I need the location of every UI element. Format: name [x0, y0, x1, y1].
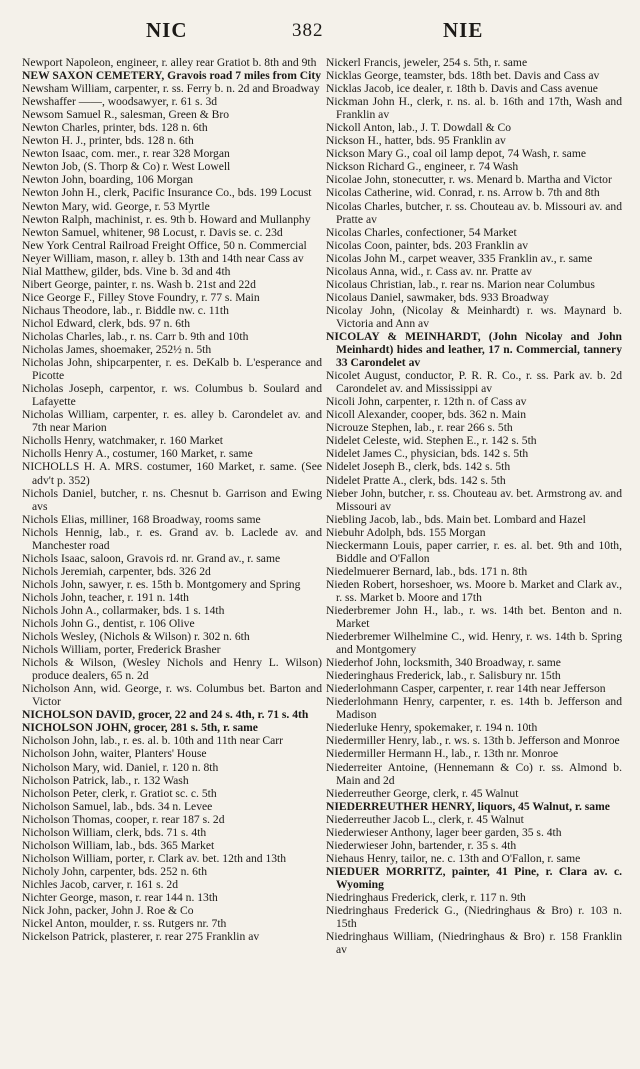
directory-entry: Nichols John G., dentist, r. 106 Olive: [22, 617, 195, 631]
directory-entry: Nicklas Jacob, ice dealer, r. 18th b. Davis and Cass avenue: [326, 82, 598, 96]
directory-entry: Nicolet August, conductor, P. R. R. Co., r. ss. Park av. b. 2d Carondelet av. and Mississippi av: [326, 369, 622, 396]
directory-entry: Nicholas Charles, lab., r. ns. Carr b. 9th and 10th: [22, 329, 249, 343]
directory-entry: Nick John, packer, John J. Roe & Co: [22, 904, 194, 918]
directory-entry: Niebuhr Adolph, bds. 155 Morgan: [326, 525, 486, 539]
directory-entry: Nidelet Joseph B., clerk, bds. 142 s. 5th: [326, 460, 511, 474]
directory-entry: Nickman John H., clerk, r. ns. al. b. 16th and 17th, Wash and Franklin av: [326, 95, 622, 122]
directory-entry: New York Central Railroad Freight Office, 50 n. Commercial: [22, 238, 307, 252]
directory-entry: Nicholson Peter, clerk, r. Gratiot sc. c. 5th: [22, 786, 217, 800]
directory-entry: Nicolas Catherine, wid. Conrad, r. ns. Arrow b. 7th and 8th: [326, 186, 600, 200]
directory-entry: Niedelmuerer Bernard, lab., bds. 171 n. 8th: [326, 564, 528, 578]
directory-entry: Newton Job, (S. Thorp & Co) r. West Lowell: [22, 160, 231, 174]
left-column: [22, 56, 322, 1061]
directory-entry: Nickel Anton, moulder, r. ss. Rutgers nr. 7th: [22, 917, 227, 931]
directory-entry: Nicolay John, (Nicolay & Meinhardt) r. ws. Maynard b. Victoria and Ann av: [326, 303, 622, 330]
directory-entry: Niedermiller Hermann H., lab., r. 13th nr. Monroe: [326, 747, 559, 761]
directory-entry: NICHOLLS H. A. MRS. costumer, 160 Market, r. same. (See adv't p. 352): [22, 460, 322, 487]
directory-entry: Nicholls Henry, watchmaker, r. 160 Market: [22, 434, 223, 448]
directory-entry: Nidelet James C., physician, bds. 142 s. 5th: [326, 447, 529, 461]
directory-entry: Niederbremer Wilhelmine C., wid. Henry, r. ws. 14th b. Spring and Montgomery: [326, 630, 622, 657]
directory-entry: Nickelson Patrick, plasterer, r. rear 275 Franklin av: [22, 930, 260, 944]
directory-entry: Nidelet Celeste, wid. Stephen E., r. 142 s. 5th: [326, 434, 537, 448]
directory-entry: Niederhof John, locksmith, 340 Broadway, r. same: [326, 656, 561, 670]
directory-entry: Newton Mary, wid. George, r. 53 Myrtle: [22, 199, 210, 213]
directory-entry: Newsom Samuel R., salesman, Green & Bro: [22, 108, 230, 122]
directory-entry: Nickoll Anton, lab., J. T. Dowdall & Co: [326, 121, 512, 135]
directory-entry: NICHOLSON DAVID, grocer, 22 and 24 s. 4th, r. 71 s. 4th: [22, 708, 309, 722]
directory-entry: Newton John H., clerk, Pacific Insurance Co., bds. 199 Locust: [22, 186, 312, 200]
directory-entry: Nicoli John, carpenter, r. 12th n. of Cass av: [326, 395, 527, 409]
directory-entry: Nichols John, sawyer, r. es. 15th b. Montgomery and Spring: [22, 577, 301, 591]
directory-entry: Nicolaus Christian, lab., r. rear ns. Marion near Columbus: [326, 277, 595, 291]
directory-entry: Nicrouze Stephen, lab., r. rear 266 s. 5th: [326, 421, 513, 435]
directory-entry: Nichles Jacob, carver, r. 161 s. 2d: [22, 877, 179, 891]
directory-entry: Nicholson John, lab., r. es. al. b. 10th and 11th near Carr: [22, 734, 284, 748]
directory-entry: Nichaus Theodore, lab., r. Biddle nw. c. 11th: [22, 303, 229, 317]
directory-entry: Nichols Hennig, lab., r. es. Grand av. b. Laclede av. and Manchester road: [22, 525, 322, 552]
directory-entry: Nickerl Francis, jeweler, 254 s. 5th, r. same: [326, 56, 528, 69]
directory-entry: Niederwieser Anthony, lager beer garden, 35 s. 4th: [326, 825, 562, 839]
header-right-guide-word: NIE: [443, 18, 484, 42]
directory-entry: Nidelet Pratte A., clerk, bds. 142 s. 5th: [326, 473, 506, 487]
directory-entry: Niebling Jacob, lab., bds. Main bet. Lombard and Hazel: [326, 512, 586, 526]
directory-entry: Nicholson Mary, wid. Daniel, r. 120 n. 8th: [22, 760, 219, 774]
directory-entry: Nicholls Henry A., costumer, 160 Market, r. same: [22, 447, 253, 461]
directory-entry: Nicholson John, waiter, Planters' House: [22, 747, 207, 761]
directory-entry: Nichols Wesley, (Nichols & Wilson) r. 302 n. 6th: [22, 630, 250, 644]
directory-entry: NEW SAXON CEMETERY, Gravois road 7 miles from City: [22, 69, 322, 83]
page-header: [0, 18, 640, 48]
directory-entry: Niederreiter Antoine, (Hennemann & Co) r. ss. Almond b. Main and 2d: [326, 760, 622, 787]
directory-entry: Newton Ralph, machinist, r. es. 9th b. Howard and Mullanphy: [22, 212, 311, 226]
directory-entry: Nichols John, teacher, r. 191 n. 14th: [22, 590, 189, 604]
directory-entry: Nicholson William, clerk, bds. 71 s. 4th: [22, 825, 207, 839]
directory-entry: Nickson Mary G., coal oil lamp depot, 74 Wash, r. same: [326, 147, 586, 161]
directory-entry: Nice George F., Filley Stove Foundry, r. 77 s. Main: [22, 290, 260, 304]
directory-entry: Newton Isaac, com. mer., r. rear 328 Morgan: [22, 147, 230, 161]
directory-entry: Nicholson Thomas, cooper, r. rear 187 s. 2d: [22, 812, 225, 826]
directory-entry: Niederinghaus Frederick, lab., r. Salisbury nr. 15th: [326, 669, 561, 683]
directory-entry: Nicholy John, carpenter, bds. 252 n. 6th: [22, 864, 208, 878]
directory-entry: Nicolas Charles, butcher, r. ss. Chouteau av. b. Missouri av. and Pratte av: [326, 199, 622, 226]
directory-entry: Nieckermann Louis, paper carrier, r. es. al. bet. 9th and 10th, Biddle and O'Fallon: [326, 538, 622, 565]
directory-entry: Niedringhaus Frederick G., (Niedringhaus & Bro) r. 103 n. 15th: [326, 904, 622, 931]
directory-entry: Nichols & Wilson, (Wesley Nichols and Henry L. Wilson) produce dealers, 65 n. 2d: [22, 656, 322, 683]
directory-entry: Nieden Robert, horseshoer, ws. Moore b. Market and Clark av., r. ss. Market b. Moore and 17th: [326, 577, 622, 604]
directory-entry: Nicklas George, teamster, bds. 18th bet. Davis and Cass av: [326, 69, 600, 83]
directory-entry: Nichol Edward, clerk, bds. 97 n. 6th: [22, 316, 191, 330]
directory-entry: Nicolaus Daniel, sawmaker, bds. 933 Broadway: [326, 290, 549, 304]
directory-entry: Niederbremer John H., lab., r. ws. 14th bet. Benton and n. Market: [326, 603, 622, 631]
directory-entry: NICOLAY & MEINHARDT, (John Nicolay and John Meinhardt) hides and leather, 17 n. Commercial, tannery 33 Carondelet av: [326, 329, 622, 370]
directory-entry: Nicholson Ann, wid. George, r. ws. Columbus bet. Barton and Victor: [22, 682, 322, 709]
directory-entry: Newton Charles, printer, bds. 128 n. 6th: [22, 121, 208, 135]
directory-entry: Nibert George, painter, r. ns. Wash b. 21st and 22d: [22, 277, 256, 291]
directory-entry: Nichols John A., collarmaker, bds. 1 s. 14th: [22, 603, 225, 617]
directory-entry: Nieber John, butcher, r. ss. Chouteau av. bet. Armstrong av. and Missouri av: [326, 486, 622, 513]
directory-entry: Nicolas Charles, confectioner, 54 Market: [326, 225, 517, 239]
directory-entry: Nicolaus Anna, wid., r. Cass av. nr. Pratte av: [326, 264, 532, 278]
directory-entry: Newton Samuel, whitener, 98 Locust, r. Davis se. c. 23d: [22, 225, 283, 239]
directory-entry: Nichols Elias, milliner, 168 Broadway, rooms same: [22, 512, 261, 526]
right-column: [326, 56, 622, 1061]
directory-entry: Niedringhaus Frederick, clerk, r. 117 n. 9th: [326, 891, 526, 904]
directory-entry: Nichols William, porter, Frederick Brasher: [22, 643, 221, 657]
directory-entry: Nichols Daniel, butcher, r. ns. Chesnut b. Garrison and Ewing avs: [22, 486, 322, 513]
directory-entry: Niederlohmann Henry, carpenter, r. es. 14th b. Jefferson and Madison: [326, 695, 622, 722]
directory-entry: Niederwieser John, bartender, r. 35 s. 4th: [326, 838, 517, 852]
directory-entry: Niedermiller Henry, lab., r. ws. s. 13th b. Jefferson and Monroe: [326, 734, 620, 748]
directory-entry: Nicholson William, lab., bds. 365 Market: [22, 838, 215, 852]
directory-entry: Nicholas William, carpenter, r. es. alley b. Carondelet av. and 7th near Marion: [22, 408, 322, 435]
directory-entry: NICHOLSON JOHN, grocer, 281 s. 5th, r. same: [22, 721, 258, 735]
directory-entry: Nickson H., hatter, bds. 95 Franklin av: [326, 134, 506, 148]
directory-entry: Nial Matthew, gilder, bds. Vine b. 3d and 4th: [22, 264, 231, 278]
directory-entry: Nicholas John, shipcarpenter, r. es. DeKalb b. L'esperance and Picotte: [22, 356, 322, 383]
directory-entry: Nichols Jeremiah, carpenter, bds. 326 2d: [22, 564, 211, 578]
directory-entry: Niehaus Henry, tailor, ne. c. 13th and O'Fallon, r. same: [326, 851, 581, 865]
directory-entry: Niederreuther George, clerk, r. 45 Walnut: [326, 786, 519, 800]
directory-entry: Nichter George, mason, r. rear 144 n. 13th: [22, 891, 218, 904]
directory-entry: Newton H. J., printer, bds. 128 n. 6th: [22, 134, 194, 148]
directory-entry: Niederreuther Jacob L., clerk, r. 45 Walnut: [326, 812, 524, 826]
directory-entry: Newsham William, carpenter, r. ss. Ferry b. n. 2d and Broadway: [22, 82, 320, 96]
directory-entry: Neyer William, mason, r. alley b. 13th and 14th near Cass av: [22, 251, 304, 265]
directory-entry: NIEDERREUTHER HENRY, liquors, 45 Walnut, r. same: [326, 799, 610, 813]
directory-entry: Newton John, boarding, 106 Morgan: [22, 173, 194, 187]
directory-entry: Niedringhaus William, (Niedringhaus & Bro) r. 158 Franklin av: [326, 930, 622, 957]
directory-entry: Nicolas John M., carpet weaver, 335 Franklin av., r. same: [326, 251, 593, 265]
directory-entry: Nicholson Samuel, lab., bds. 34 n. Levee: [22, 799, 213, 813]
directory-entry: Newport Napoleon, engineer, r. alley rear Gratiot b. 8th and 9th: [22, 56, 317, 69]
directory-entry: Nickson Richard G., engineer, r. 74 Wash: [326, 160, 519, 174]
directory-entry: Nicholson Patrick, lab., r. 132 Wash: [22, 773, 189, 787]
directory-entry: Niederlohmann Casper, carpenter, r. rear 14th near Jefferson: [326, 682, 606, 696]
directory-entry: Nicolas Coon, painter, bds. 203 Franklin av: [326, 238, 529, 252]
directory-entry: Newshaffer ——, woodsawyer, r. 61 s. 3d: [22, 95, 218, 109]
directory-entry: Nicoll Alexander, cooper, bds. 362 n. Main: [326, 408, 526, 422]
directory-entry: Nicholas James, shoemaker, 252½ n. 5th: [22, 343, 212, 357]
directory-entry: Niederluke Henry, spokemaker, r. 194 n. 10th: [326, 721, 538, 735]
page-number: 382: [292, 20, 324, 41]
directory-entry: Nicholas Joseph, carpentor, r. ws. Columbus b. Soulard and Lafayette: [22, 382, 322, 409]
directory-entry: Nicholson William, porter, r. Clark av. bet. 12th and 13th: [22, 851, 287, 865]
directory-entry: Nicolae John, stonecutter, r. ws. Menard b. Martha and Victor: [326, 173, 612, 187]
directory-entry: Nichols Isaac, saloon, Gravois rd. nr. Grand av., r. same: [22, 551, 281, 565]
header-left-guide-word: NIC: [146, 18, 188, 42]
directory-entry: NIEDUER MORRITZ, painter, 41 Pine, r. Clara av. c. Wyoming: [326, 864, 622, 891]
